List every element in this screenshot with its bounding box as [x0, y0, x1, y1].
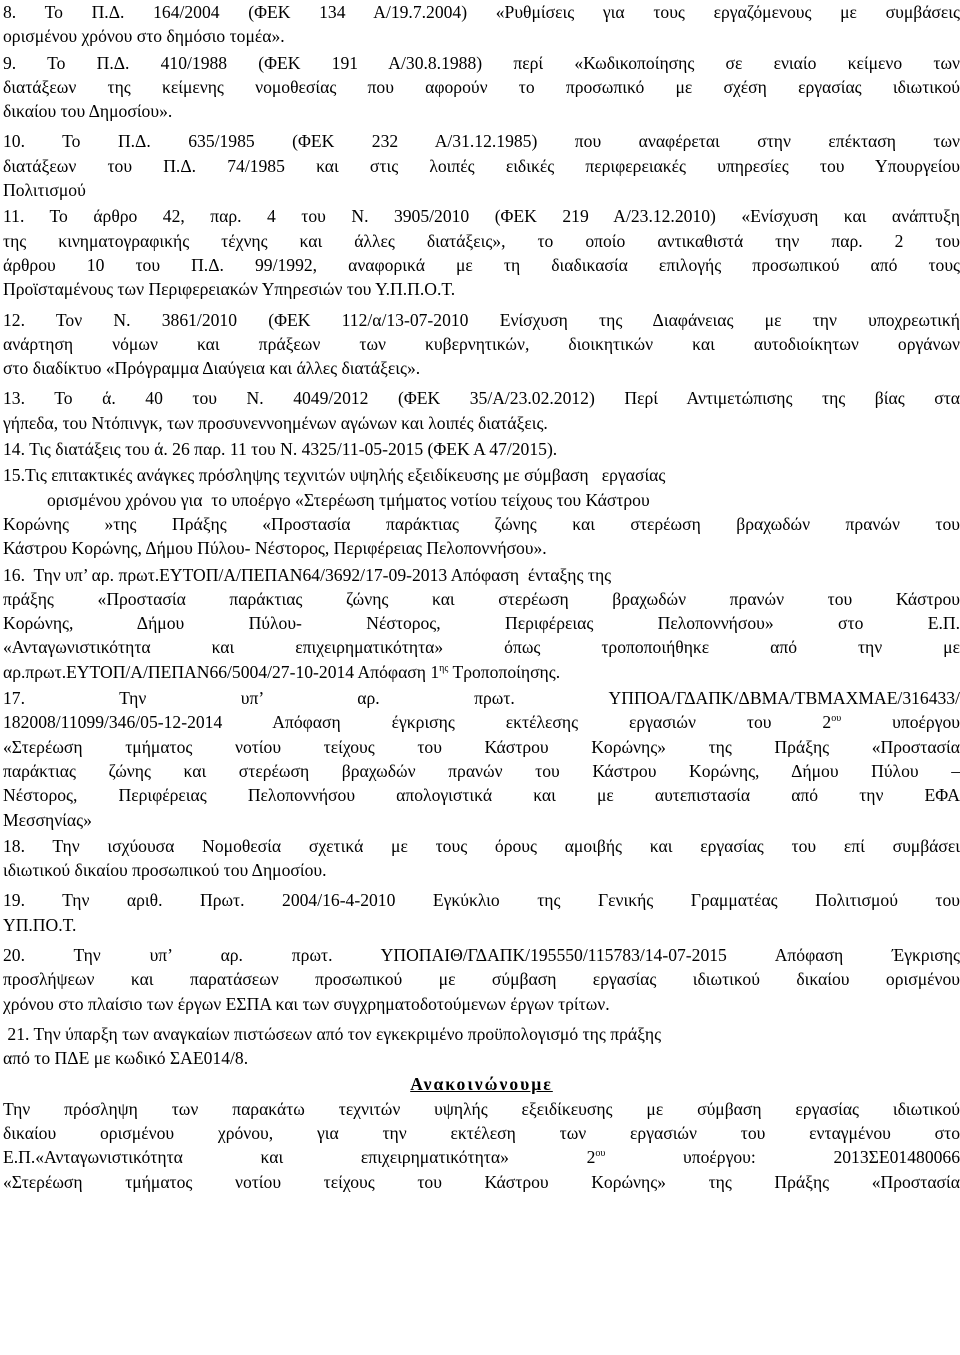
text-line [3, 536, 960, 560]
text-line [3, 178, 960, 202]
line-text: γήπεδα, του Ντόπινγκ, των προσυνεννοημένων αγώνων και λοιπές διατάξεις. [3, 412, 548, 433]
legal-reference-item-17 [3, 686, 960, 832]
line-text: 16. Την υπ’ αρ. πρωτ.ΕΥΤΟΠ/Α/ΠΕΠΑΝ64/3692/17-09-2013 Απόφαση ένταξης της [3, 564, 612, 585]
text-line [3, 913, 960, 937]
line-text: χρόνου στο πλαίσιο των έργων ΕΣΠΑ και των συγχρηματοδοτούμενων έργων τρίτων. [3, 993, 610, 1014]
line-text: 10. Το Π.Δ. 635/1985 (ΦΕΚ 232 Α/31.12.1985) που αναφέρεται στην επέκταση των [3, 131, 960, 152]
line-text: ανάρτηση νόμων και πράξεων των κυβερνητικών, διοικητικών και αυτοδιοίκητων οργάνων [3, 333, 960, 354]
legal-reference-item-15 [3, 463, 960, 560]
text-line [3, 943, 960, 967]
text-line [3, 437, 960, 461]
text-line [3, 888, 960, 912]
line-text: προσλήψεων και παρατάσεων προσωπικού με σύμβαση εργασίας ιδιωτικού δικαίου ορισμένου [3, 969, 960, 990]
text-line [3, 1121, 960, 1145]
legal-reference-item-14 [3, 437, 960, 461]
text-line [3, 1097, 960, 1121]
line-text: Νέστορος, Περιφέρειας Πελοποννήσου απολογιστικά και με αυτεπιστασία από την ΕΦΑ [3, 785, 960, 806]
line-text: της κινηματογραφικής τέχνης και άλλες διατάξεις», το οποίο αντικαθιστά την παρ. 2 του [3, 230, 960, 251]
line-text: πράξης «Προστασία παράκτιας ζώνης και στερέωση βραχωδών πρανών του Κάστρου [3, 588, 960, 609]
line-text: «Στερέωση τμήματος νοτίου τείχους του Κάστρου Κορώνης» της Πράξης «Προστασία [3, 1171, 960, 1192]
text-line [3, 129, 960, 153]
text-line [3, 1145, 960, 1169]
legal-reference-item-12 [3, 308, 960, 381]
text-line [3, 967, 960, 991]
line-text: παράκτιας ζώνης και στερέωση βραχωδών πρανών του Κάστρου Κορώνης, Δήμου Πύλου – [3, 760, 960, 781]
line-text: δικαίου του Δημοσίου». [3, 101, 173, 122]
line-text: 182008/11099/346/05-12-2014 Απόφαση έγκρισης εκτέλεσης εργασιών του 2 [3, 712, 832, 733]
line-text-continued: Τροποποίησης. [448, 661, 561, 682]
text-line [3, 356, 960, 380]
line-text: 14. Τις διατάξεις του ά. 26 παρ. 11 του Ν. 4325/11-05-2015 (ΦΕΚ Α 47/2015). [3, 439, 558, 460]
text-line [3, 386, 960, 410]
legal-reference-item-8 [3, 0, 960, 49]
text-line [3, 660, 960, 684]
text-line [3, 759, 960, 783]
text-line [3, 834, 960, 858]
line-text: άρθρου 10 του Π.Δ. 99/1992, αναφορικά με τη διαδικασία επιλογής προσωπικού από τους [3, 254, 960, 275]
text-line [3, 808, 960, 832]
text-line [3, 154, 960, 178]
line-text: Ε.Π.«Ανταγωνιστικότητα και επιχειρηματικότητα» 2 [3, 1147, 596, 1168]
line-text: 9. Το Π.Δ. 410/1988 (ΦΕΚ 191 Α/30.8.1988) περί «Κωδικοποίησης σε ενιαίο κείμενο των [3, 52, 960, 73]
text-line [3, 710, 960, 734]
text-line [3, 563, 960, 587]
line-text: διατάξεων της κείμενης νομοθεσίας που αφορούν το προσωπικό με σχέση εργασίας ιδιωτικού [3, 76, 960, 97]
text-line [3, 463, 960, 487]
line-text: ορισμένου χρόνου για το υποέργο «Στερέωση τμήματος νοτίου τείχους του Κάστρου [3, 489, 650, 510]
text-line [3, 512, 960, 536]
text-line [3, 1022, 960, 1046]
line-text: «Ανταγωνιστικότητα και επιχειρηματικότητα» όπως τροποποιήθηκε από την με [3, 637, 960, 658]
line-text: 20. Την υπ’ αρ. πρωτ. ΥΠΟΠΑΙΘ/ΓΔΑΠΚ/195550/115783/14-07-2015 Απόφαση Έγκρισης [3, 944, 960, 965]
text-line [3, 735, 960, 759]
line-text: 17. Την υπ’ αρ. πρωτ. ΥΠΠΟΑ/ΓΔΑΠΚ/ΔΒΜΑ/ΤΒΜΑΧΜΑΕ/316433/ [3, 688, 960, 709]
text-line [3, 332, 960, 356]
text-line [3, 0, 960, 24]
text-line [3, 488, 960, 512]
line-text: ιδιωτικού δικαίου προσωπικού του Δημοσίου. [3, 860, 327, 881]
text-line [3, 277, 960, 301]
line-text: στο διαδίκτυο «Πρόγραμμα Διαύγεια και άλλες διατάξεις». [3, 358, 421, 379]
text-line [3, 783, 960, 807]
text-line [3, 858, 960, 882]
text-line [3, 24, 960, 48]
text-line [3, 204, 960, 228]
legal-reference-item-10 [3, 129, 960, 202]
text-line [3, 611, 960, 635]
superscript: ης [439, 662, 449, 674]
legal-reference-item-19 [3, 888, 960, 937]
legal-reference-item-9 [3, 51, 960, 124]
text-line [3, 253, 960, 277]
line-text: Μεσσηνίας» [3, 809, 92, 830]
text-line [3, 411, 960, 435]
line-text: Πολιτισμού [3, 180, 86, 201]
legal-reference-item-11 [3, 204, 960, 301]
legal-reference-item-13 [3, 386, 960, 435]
legal-reference-item-21 [3, 1022, 960, 1071]
text-line [3, 1046, 960, 1070]
text-line [3, 587, 960, 611]
line-text: «Στερέωση τμήματος νοτίου τείχους του Κάστρου Κορώνης» της Πράξης «Προστασία [3, 736, 960, 757]
superscript: ου [831, 713, 842, 725]
line-text-continued: υποέργου: 2013ΣΕ01480066 [605, 1147, 960, 1168]
section-heading: Ανακοινώνουμε [410, 1074, 553, 1095]
text-line [3, 635, 960, 659]
line-text-continued: υποέργου [841, 712, 960, 733]
line-text: 13. Το ά. 40 του Ν. 4049/2012 (ΦΕΚ 35/Α/23.02.2012) Περί Αντιμετώπισης της βίας στα [3, 388, 960, 409]
line-text: 18. Την ισχύουσα Νομοθεσία σχετικά με τους όρους αμοιβής και εργασίας του επί συμβάσει [3, 835, 960, 856]
line-text: διατάξεων του Π.Δ. 74/1985 και στις λοιπές ειδικές περιφερειακές υπηρεσίες του Υπουργείου [3, 155, 960, 176]
line-text: 19. Την αριθ. Πρωτ. 2004/16-4-2010 Εγκύκλιο της Γενικής Γραμματέας Πολιτισμού του [3, 890, 960, 911]
legal-reference-item-20 [3, 943, 960, 1016]
line-text: Την πρόσληψη των παρακάτω τεχνιτών υψηλής εξειδίκευσης με σύμβαση εργασίας ιδιωτικού [3, 1098, 960, 1119]
text-line [3, 686, 960, 710]
line-text: από το ΠΔΕ με κωδικό ΣΑΕ014/8. [3, 1048, 249, 1069]
line-text: Κορώνης, Δήμου Πύλου- Νέστορος, Περιφέρειας Πελοποννήσου» στο Ε.Π. [3, 613, 960, 634]
line-text: ορισμένου χρόνου στο δημόσιο τομέα». [3, 26, 285, 47]
line-text: 8. Το Π.Δ. 164/2004 (ΦΕΚ 134 Α/19.7.2004) «Ρυθμίσεις για τους εργαζόμενους με συμβάσεις [3, 2, 960, 22]
legal-reference-item-16 [3, 563, 960, 684]
line-text: 15.Τις επιτακτικές ανάγκες πρόσληψης τεχνιτών υψηλής εξειδίκευσης με σύμβαση εργασίας [3, 465, 666, 486]
line-text: αρ.πρωτ.ΕΥΤΟΠ/Α/ΠΕΠΑΝ66/5004/27-10-2014 Απόφαση 1 [3, 661, 440, 682]
line-text: Κορώνης »της Πράξης «Προστασία παράκτιας ζώνης και στερέωση βραχωδών πρανών του [3, 513, 960, 534]
superscript: ου [595, 1148, 606, 1160]
text-line [3, 1170, 960, 1194]
text-line [3, 51, 960, 75]
line-text: Προϊσταμένους των Περιφερειακών Υπηρεσιών του Υ.Π.Π.Ο.Τ. [3, 279, 456, 300]
text-line [3, 75, 960, 99]
text-line [3, 229, 960, 253]
line-text: 21. Την ύπαρξη των αναγκαίων πιστώσεων από τον εγκεκριμένο προϋπολογισμό της πράξης [3, 1023, 662, 1044]
line-text: Κάστρου Κορώνης, Δήμου Πύλου- Νέστορος, Περιφέρειας Πελοποννήσου». [3, 538, 547, 559]
text-line [3, 308, 960, 332]
announcement-paragraph [3, 1097, 960, 1194]
legal-reference-item-18 [3, 834, 960, 883]
line-text: 11. Το άρθρο 42, παρ. 4 του Ν. 3905/2010 (ΦΕΚ 219 Α/23.12.2010) «Ενίσχυση και ανάπτυξη [3, 206, 960, 227]
text-line [3, 99, 960, 123]
line-text: 12. Τον Ν. 3861/2010 (ΦΕΚ 112/α/13-07-2010 Ενίσχυση της Διαφάνειας με την υποχρεωτική [3, 309, 960, 330]
line-text: ΥΠ.ΠΟ.Τ. [3, 914, 77, 935]
line-text: δικαίου ορισμένου χρόνου, για την εκτέλεση των εργασιών του ενταγμένου στο [3, 1123, 960, 1144]
text-line [3, 992, 960, 1016]
